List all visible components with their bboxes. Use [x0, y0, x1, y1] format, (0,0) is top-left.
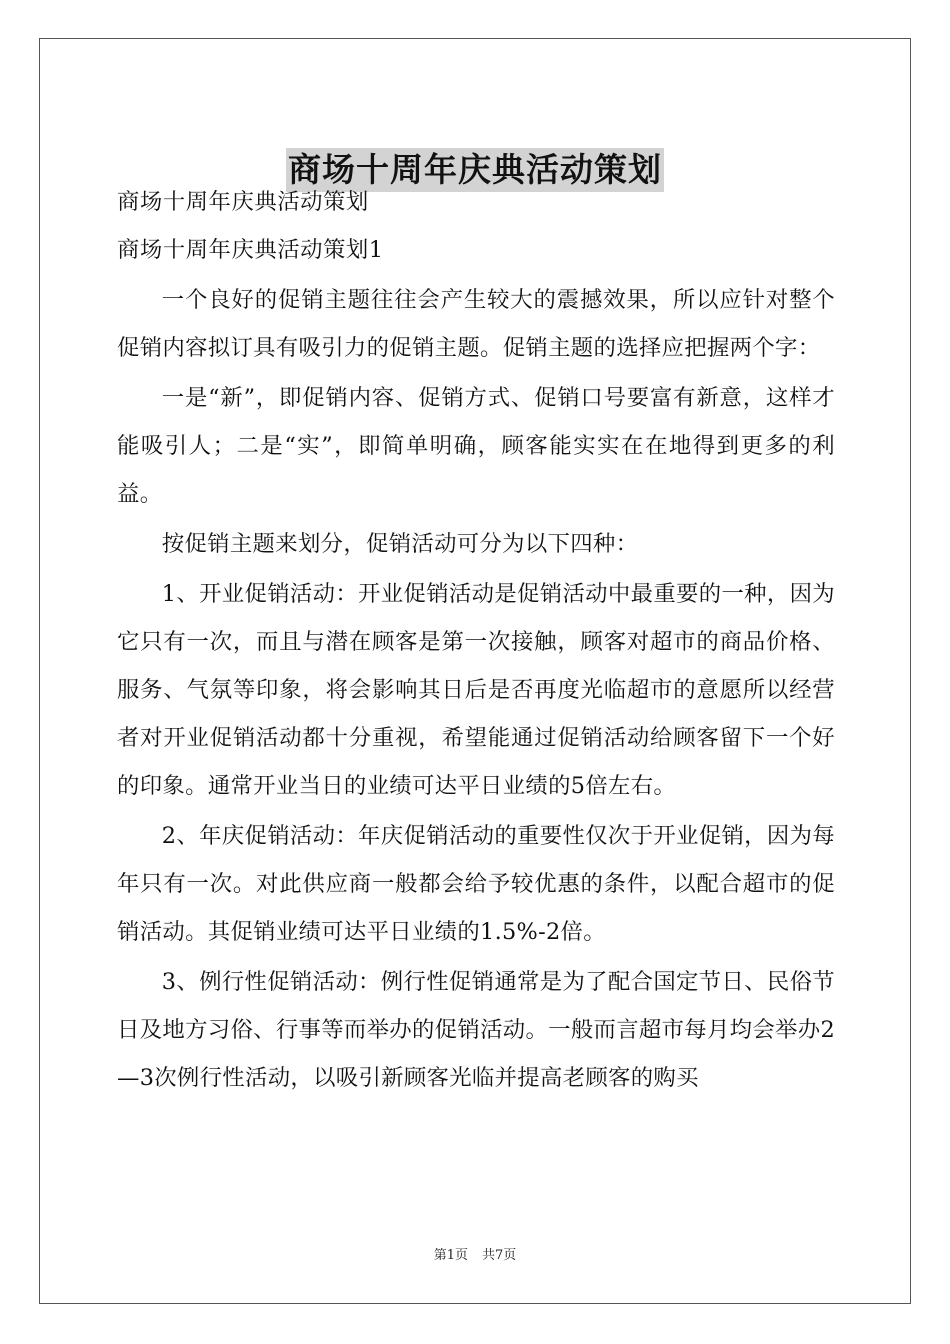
- paragraph-intro: 一个良好的促销主题往往会产生较大的震撼效果，所以应针对整个促销内容拟订具有吸引力的促销主题。促销主题的选择应把握两个字：: [117, 287, 835, 361]
- page-footer: [0, 1247, 950, 1265]
- document-title: 商场十周年庆典活动策划: [286, 148, 664, 192]
- paragraph-classification: 按促销主题来划分，促销活动可分为以下四种：: [161, 531, 639, 557]
- paragraph-new-and-real: 一是“新”，即促销内容、促销方式、促销口号要富有新意，这样才能吸引人；二是“实”，即简单明确，顾客能实实在在地得到更多的利益。: [117, 385, 835, 507]
- document-body: [117, 178, 835, 1102]
- page-number: 第1页: [433, 1248, 468, 1263]
- page-total: 共7页: [482, 1248, 517, 1263]
- paragraph-opening-promotion: 1、开业促销活动：开业促销活动是促销活动中最重要的一种，因为它只有一次，而且与潜在顾客是第一次接触，顾客对超市的商品价格、服务、气氛等印象，将会影响其日后是否再度光临超市的意愿所以经营者对开业促销活动都十分重视，希望能通过促销活动给顾客留下一个好的印象。通常开业当日的业绩可达平日业绩的5倍左右。: [117, 581, 835, 799]
- paragraph-routine-promotion: 3、例行性促销活动：例行性促销通常是为了配合国定节日、民俗节日及地方习俗、行事等而举办的促销活动。一般而言超市每月均会举办2—3次例行性活动，以吸引新顾客光临并提高老顾客的购买: [117, 969, 835, 1091]
- subtitle-line: 商场十周年庆典活动策划: [117, 189, 369, 215]
- section-heading: 商场十周年庆典活动策划1: [117, 237, 384, 263]
- paragraph-anniversary-promotion: 2、年庆促销活动：年庆促销活动的重要性仅次于开业促销，因为每年只有一次。对此供应商一般都会给予较优惠的条件，以配合超市的促销活动。其促销业绩可达平日业绩的1.5%-2倍。: [117, 823, 835, 945]
